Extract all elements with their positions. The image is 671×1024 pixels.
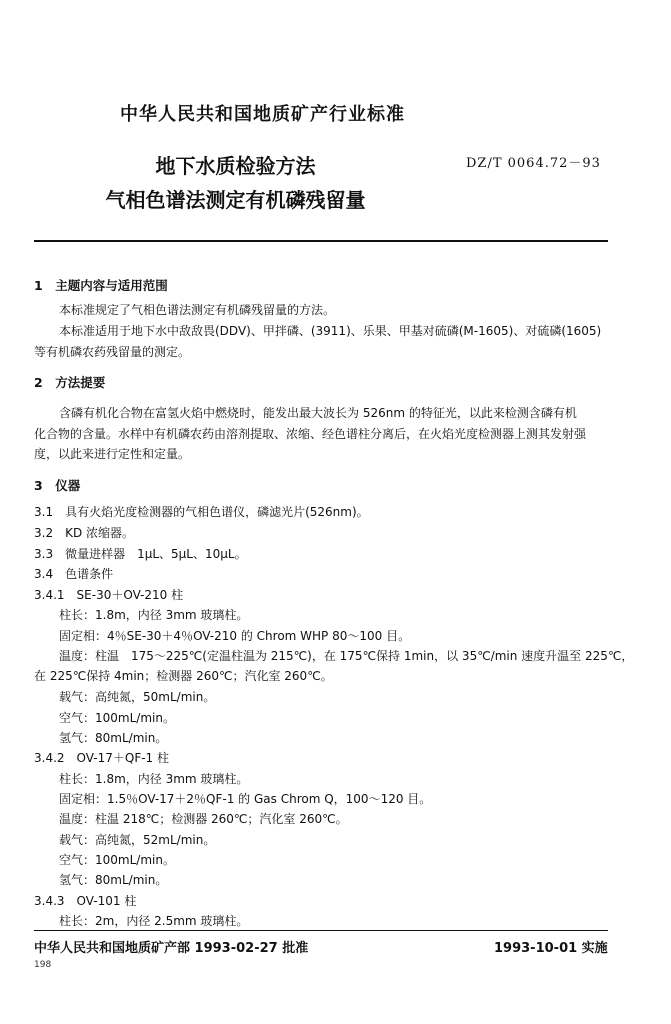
item-3-4-1-air: 空气：100mL/min。 — [59, 711, 175, 725]
section-1-heading: 1 主题内容与适用范围 — [34, 278, 168, 293]
section-1-paragraph-1: 本标准规定了气相色谱法测定有机磷残留量的方法。 — [59, 303, 336, 317]
page-number: 198 — [34, 960, 52, 970]
item-3-4-1-stationary-phase: 固定相：4％SE-30＋4％OV-210 的 Chrom WHP 80～100 目。 — [59, 629, 411, 643]
implementation-date: 1993-10-01 实施 — [494, 941, 608, 956]
item-3-4-1-column-length: 柱长：1.8m，内径 3mm 玻璃柱。 — [59, 608, 249, 622]
item-3-4-3: 3.4.3 OV-101 柱 — [34, 894, 137, 908]
item-3-4-2-hydrogen: 氢气：80mL/min。 — [59, 873, 168, 887]
section-2-paragraph-line-3: 度，以此来进行定性和定量。 — [34, 447, 191, 461]
header-rule — [34, 240, 608, 242]
item-3-4-1-temperature-line-1: 温度：柱温 175～225℃(定温柱温为 215℃)，在 175℃保持 1min，以 35℃/min 速度升温至 225℃， — [59, 649, 634, 663]
item-3-4-2-column-length: 柱长：1.8m，内径 3mm 玻璃柱。 — [59, 772, 249, 786]
section-3-heading: 3 仪器 — [34, 478, 81, 493]
section-2-paragraph-line-1: 含磷有机化合物在富氢火焰中燃烧时，能发出最大波长为 526nm 的特征光，以此来检测含磷有机 — [59, 406, 577, 420]
item-3-3: 3.3 微量进样器 1μL、5μL、10μL。 — [34, 547, 247, 561]
item-3-4: 3.4 色谱条件 — [34, 567, 114, 581]
item-3-4-1-hydrogen: 氢气：80mL/min。 — [59, 731, 168, 745]
footer-rule — [34, 930, 608, 931]
item-3-4-2: 3.4.2 OV-17＋QF-1 柱 — [34, 751, 170, 765]
section-2-paragraph-line-2: 化合物的含量。水样中有机磷农药由溶剂提取、浓缩、经色谱柱分离后，在火焰光度检测器上测其发射强 — [34, 427, 587, 441]
document-title-line-2: 气相色谱法测定有机磷残留量 — [105, 188, 366, 212]
section-1-paragraph-2-line-1: 本标准适用于地下水中敌敌畏(DDV)、甲拌磷、(3911)、乐果、甲基对硫磷(M-1605)、对硫磷(1605) — [59, 324, 602, 338]
item-3-1: 3.1 具有火焰光度检测器的气相色谱仪，磷滤光片(526nm)。 — [34, 505, 369, 519]
item-3-4-1-carrier-gas: 载气：高纯氮，50mL/min。 — [59, 690, 216, 704]
item-3-4-2-temperature: 温度：柱温 218℃；检测器 260℃；汽化室 260℃。 — [59, 812, 348, 826]
item-3-2: 3.2 KD 浓缩器。 — [34, 526, 135, 540]
item-3-4-2-stationary-phase: 固定相：1.5％OV-17＋2％QF-1 的 Gas Chrom Q，100～120 目。 — [59, 792, 432, 806]
item-3-4-2-carrier-gas: 载气：高纯氮，52mL/min。 — [59, 833, 216, 847]
item-3-4-1-temperature-line-2: 在 225℃保持 4min；检测器 260℃；汽化室 260℃。 — [34, 669, 333, 683]
item-3-4-2-air: 空气：100mL/min。 — [59, 853, 175, 867]
approval-line: 中华人民共和国地质矿产部 1993-02-27 批准 — [34, 941, 309, 956]
section-1-paragraph-2-line-2: 等有机磷农药残留量的测定。 — [34, 345, 191, 359]
document-title-line-1: 地下水质检验方法 — [155, 154, 316, 178]
standard-title: 中华人民共和国地质矿产行业标准 — [120, 104, 405, 125]
item-3-4-1: 3.4.1 SE-30＋OV-210 柱 — [34, 588, 184, 602]
item-3-4-3-column-length: 柱长：2m，内径 2.5mm 玻璃柱。 — [59, 914, 249, 928]
document-code: DZ/T 0064.72－93 — [466, 156, 601, 171]
section-2-heading: 2 方法提要 — [34, 375, 106, 390]
